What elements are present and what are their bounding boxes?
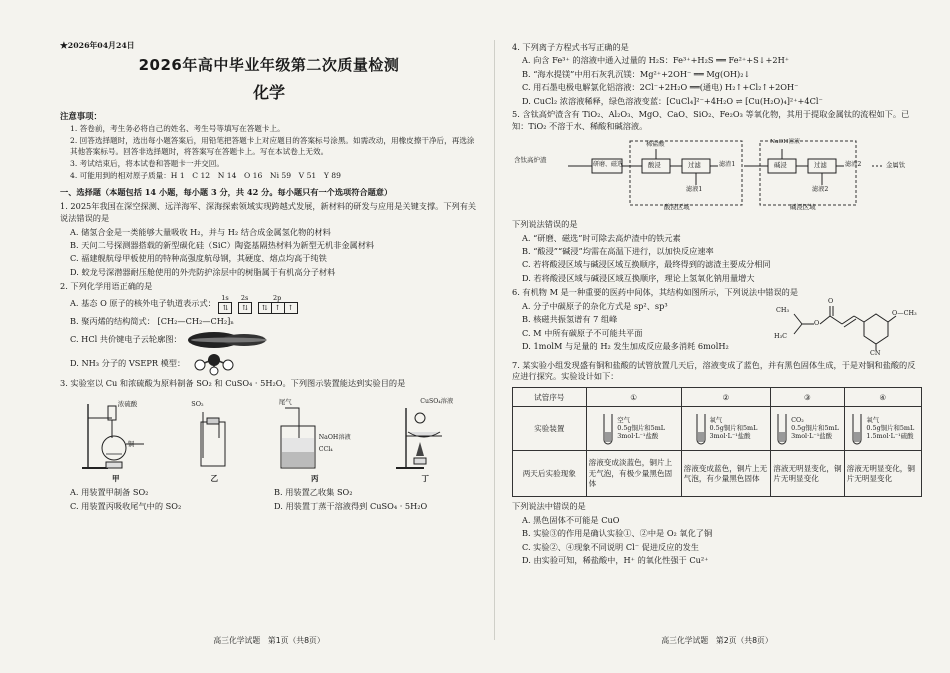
q4-option-d: D. CuCl₂ 浓溶液稀释，绿色溶液变蓝：[CuCl₄]²⁻+4H₂O ⇌ [Cu(H₂O)₄]²⁺+4Cl⁻ (522, 95, 823, 106)
question-1-stem: 1. 2025年我国在深空探测、远洋海军、深海探索领域实现跨越式发展，新材料的研发与应用是关键支撑。下列有关说法错误的是 (60, 201, 477, 224)
question-3-stem: 3. 实验室以 Cu 和浓硫酸为原料制备 SO₂ 和 CuSO₄ · 5H₂O。下列图示装置能达到实验目的是 (60, 378, 406, 389)
question-6-stem: 6. 有机物 M 是一种重要的医药中间体，其结构如图所示，下列说法中错误的是 (512, 286, 799, 297)
note-4: 4. 可能用到的相对原子质量：H 1 C 12 N 14 O 16 Ni 59 V 51 Y 89 (70, 171, 341, 181)
device-4 (844, 407, 921, 451)
device-1-solid: 0.5g铜片和5mL (617, 424, 666, 433)
flow-naoh-label: NaOH溶液 (770, 139, 800, 146)
note-3: 3. 考试结束后，将本试卷和答题卡一并交回。 (70, 159, 224, 169)
q5-option-d: D. 若将酸浸区域与碱浸区域互换顺序，理论上氢氧化钠用量增大 (522, 272, 755, 283)
q6-option-b: B. 核磁共振氢谱有 7 组峰 (522, 314, 618, 325)
device-4-gas: 氧气 (866, 416, 880, 425)
flow-base-leach: 碱浸 (774, 161, 787, 170)
q6-option-d: D. 1molM 与足量的 H₂ 发生加成反应最多消耗 6molH₂ (522, 341, 729, 352)
test-tube-icon (695, 412, 707, 446)
mol-methoxy: O—CH₃ (892, 308, 917, 317)
q3-options-row-2 (60, 501, 478, 513)
subject-title: 化学 (252, 83, 285, 103)
row-label-device: 实验装置 (513, 407, 587, 451)
q3-option-b: B. 用装置乙收集 SO₂ (274, 487, 353, 498)
mol-h3c: H₃C (774, 331, 788, 340)
apparatus-bing-label: 丙 (311, 474, 319, 484)
note-2: 2. 回答选择题时，选出每小题答案后，用铅笔把答题卡上对应题目的答案标号涂黑。如需改动，用橡皮擦干净后，再选涂其他答案标号。回答非选择题时，将答案写在答题卡上。写在本试卷上无效。 (70, 136, 475, 157)
header-tube-2: ② (681, 388, 771, 407)
apparatus-row (60, 393, 478, 485)
header-tube-3: ③ (771, 388, 844, 407)
apparatus-ding-icon (390, 398, 460, 472)
device-1 (586, 407, 681, 451)
q1-option-d: D. 蛟龙号深潜器耐压舱使用的外壳防护涂层中的树脂属于有机高分子材料 (70, 266, 336, 277)
orbital-2p-label: 2p (273, 294, 282, 303)
orbital-1s-label: 1s (221, 294, 229, 303)
orbital-1s: 1s ⇅ (218, 294, 231, 314)
flow-filter-2: 过滤 (814, 161, 827, 170)
q6-option-c: C. M 中所有碳原子不可能共平面 (522, 327, 643, 338)
orbital-2s: 2s ⇅ (238, 294, 251, 314)
q6-option-a: A. 分子中碳原子的杂化方式是 sp²、sp³ (522, 301, 668, 312)
q5-option-b: B. “酸浸”“碱浸”均需在高温下进行，以加快反应速率 (522, 246, 714, 257)
vsepr-model-icon (188, 352, 238, 376)
q6-options (512, 300, 772, 358)
flow-zone-acid: 酸浸区域 (664, 203, 690, 212)
q4-option-c: C. 用石墨电极电解氯化铝溶液：2Cl⁻+2H₂O ══(通电) H₂↑+Cl₂↑+2OH⁻ (522, 82, 799, 93)
observation-4: 溶液无明显变化，铜片无明显变化 (844, 451, 921, 497)
flow-filter-1: 过滤 (688, 161, 701, 170)
header-tube-1: ① (586, 388, 681, 407)
device-2-solid: 0.5g铜片和5mL (709, 424, 758, 433)
question-4-stem: 4. 下列离子方程式书写正确的是 (512, 42, 629, 52)
label-tail-gas: 尾气 (278, 398, 292, 407)
row-label-observation: 两天后实验现象 (513, 451, 587, 497)
experiment-table (512, 387, 922, 497)
observation-1: 溶液变成淡蓝色，铜片上无气泡，有极少量黑色固体 (586, 451, 681, 497)
question-5-stem: 5. 含钛高炉渣含有 TiO₂、Al₂O₃、MgO、CaO、SiO₂、Fe₂O₃ 等氧化物，其用于提取金属钛的流程如下。已知：TiO₂ 不溶于水、稀酸和碱溶液。 (512, 109, 910, 132)
test-tube-icon (776, 412, 788, 446)
label-ccl4: CCl₄ (318, 446, 333, 454)
device-2-acid: 3mol·L⁻¹盐酸 (709, 431, 751, 440)
mol-cn: CN (870, 348, 881, 357)
apparatus-yi (189, 398, 239, 485)
flow-diagram (512, 137, 922, 215)
label-copper: 铜 (127, 440, 135, 449)
flow-diagram-svg (512, 137, 922, 215)
orbital-2p: 2p ⇅ ↑ ↑ (258, 294, 297, 314)
q7-option-a: A. 黑色固体不可能是 CuO (522, 514, 620, 525)
q5-option-a: A. “研磨、磁选”时可除去高炉渣中的铁元素 (522, 232, 681, 243)
q3-options-row-1 (60, 487, 478, 499)
question-2-stem: 2. 下列化学用语正确的是 (60, 280, 153, 291)
table-row (513, 407, 922, 451)
q2-option-a (60, 294, 478, 314)
test-tube-icon (602, 412, 614, 446)
exam-title: 2026年高中毕业年级第二次质量检测 (138, 56, 400, 75)
flow-start: 含钛高炉渣 (514, 156, 547, 165)
question-7-stem: 7. 某实验小组发现盛有铜和盐酸的试管放置几天后，溶液变成了蓝色，并有黑色固体生成，于是对铜和盐酸的反应进行探究。实验设计如下： (512, 359, 916, 382)
apparatus-bing (275, 398, 355, 485)
mol-carbonyl-o: O (828, 296, 834, 305)
flow-hcl-label: 稀盐酸 (646, 141, 665, 149)
page-1 (60, 40, 478, 650)
header-tube-4: ④ (844, 388, 921, 407)
q2-option-b (60, 316, 478, 328)
polypropylene-formula: [CH₂—CH₂—CH₂]ₙ (157, 315, 234, 326)
q4-option-a: A. 向含 Fe³⁺ 的溶液中通入过量的 H₂S：Fe³⁺+H₂S ══ Fe²⁺+S↓+2H⁺ (522, 55, 790, 66)
device-3-acid: 3mol·L⁻¹盐酸 (791, 431, 833, 440)
device-2-gas: 氧气 (709, 416, 723, 425)
q2-option-c-text: C. HCl 共价键电子云轮廓图： (70, 333, 182, 344)
page-1-footer: 高三化学试题 第1页（共8页） (213, 635, 325, 645)
device-3-solid: 0.5g铜片和5mL (791, 424, 839, 433)
section-heading: 一、选择题（本题包括 14 小题，每小题 3 分，共 42 分。每小题只有一个选项符合题意） (60, 187, 393, 198)
molecule-m (772, 296, 922, 358)
apparatus-jia (78, 398, 154, 485)
flow-acid-leach: 酸浸 (648, 161, 661, 170)
flow-step-grind: 研磨、磁选 (593, 161, 624, 169)
label-naoh: NaOH溶液 (318, 434, 351, 442)
q1-option-b: B. 天问二号探测器搭载的新型碳化硅（SiC）陶瓷基隔热材料为新型无机非金属材料 (70, 239, 375, 250)
device-3-gas: CO₂ (791, 416, 804, 425)
device-1-gas: 空气 (617, 416, 630, 425)
observation-3: 溶液无明显变化，铜片无明显变化 (771, 451, 844, 497)
apparatus-jia-label: 甲 (112, 474, 120, 484)
table-header-row (513, 388, 922, 407)
q7-option-b: B. 实验③的作用是确认实验①、②中是 O₂ 氧化了铜 (522, 528, 713, 539)
mol-ch3: CH₃ (776, 305, 790, 314)
label-conc-acid: 浓硫酸 (117, 400, 138, 409)
orbital-2s-label: 2s (240, 294, 249, 303)
flow-filtrate-1: 滤液1 (686, 186, 703, 194)
electron-cloud-icon (184, 329, 274, 351)
q7-option-c: C. 实验②、④现象不同说明 Cl⁻ 促进反应的发生 (522, 541, 699, 552)
flow-residue-2: 滤渣2 (845, 161, 862, 169)
device-4-acid: 1.5mol·L⁻¹硫酸 (866, 431, 914, 440)
flow-zone-base: 碱浸区域 (790, 203, 816, 212)
exam-date: ★2026年04月24日 (60, 41, 135, 50)
page-2-footer: 高三化学试题 第2页（共8页） (661, 635, 773, 645)
apparatus-ding-label: 丁 (421, 474, 429, 484)
q1-option-a: A. 储氢合金是一类能够大量吸收 H₂，并与 H₂ 结合成金属氢化物的材料 (70, 226, 331, 237)
device-4-solid: 0.5g铜片和5mL (866, 424, 915, 433)
label-cuso4: CuSO₄溶液 (420, 398, 454, 406)
q1-option-c: C. 福建舰航母甲板使用的特种高强度航母钢，其硬度、熔点均高于纯铁 (70, 253, 327, 264)
q2-option-d (60, 352, 478, 376)
apparatus-ding (390, 398, 460, 485)
flow-filtrate-2: 滤液2 (812, 186, 829, 194)
notes-title: 注意事项： (60, 111, 102, 122)
flow-end: 金属钛 (886, 161, 906, 170)
apparatus-yi-label: 乙 (210, 474, 218, 484)
q2-option-a-text: A. 基态 O 原子的核外电子轨道表示式： (70, 298, 216, 309)
test-tube-icon (851, 412, 863, 446)
q2-option-d-text: D. NH₃ 分子的 VSEPR 模型： (70, 358, 186, 369)
question-7-substem: 下列说法中错误的是 (512, 501, 586, 512)
device-2 (681, 407, 771, 451)
page-2 (512, 40, 922, 650)
q3-option-c: C. 用装置丙吸收尾气中的 SO₂ (70, 500, 182, 511)
question-5-substem: 下列说法错误的是 (512, 219, 578, 230)
q3-option-d: D. 用装置丁蒸干溶液得到 CuSO₄ · 5H₂O (274, 500, 428, 511)
page-divider (494, 40, 495, 640)
apparatus-jia-icon (78, 398, 154, 472)
q4-option-b: B. “海水提镁”中用石灰乳沉镁：Mg²⁺+2OH⁻ ══ Mg(OH)₂↓ (522, 68, 751, 79)
mol-ester-o: O (814, 318, 820, 327)
q3-option-a: A. 用装置甲制备 SO₂ (70, 487, 149, 498)
q6-body (512, 296, 922, 358)
header-tube-no: 试管序号 (513, 388, 587, 407)
label-so2: SO₂ (191, 400, 204, 409)
q2-option-b-text: B. 聚丙烯的结构简式： (70, 315, 155, 326)
note-1: 1. 答卷前，考生务必将自己的姓名、考生号等填写在答题卡上。 (70, 124, 285, 134)
q5-option-c: C. 若将酸浸区域与碱浸区域互换顺序，最终得到的滤渣主要成分相同 (522, 259, 771, 270)
device-3 (771, 407, 844, 451)
observation-2: 溶液变成蓝色，铜片上无气泡，有少量黑色固体 (681, 451, 771, 497)
q2-option-c (60, 329, 478, 351)
flow-residue-1: 滤渣1 (719, 161, 736, 169)
q7-option-d: D. 由实验可知，稀盐酸中，H⁺ 的氧化性强于 Cu²⁺ (522, 554, 709, 565)
device-1-acid: 3mol·L⁻¹盐酸 (617, 431, 659, 440)
table-row (513, 451, 922, 497)
